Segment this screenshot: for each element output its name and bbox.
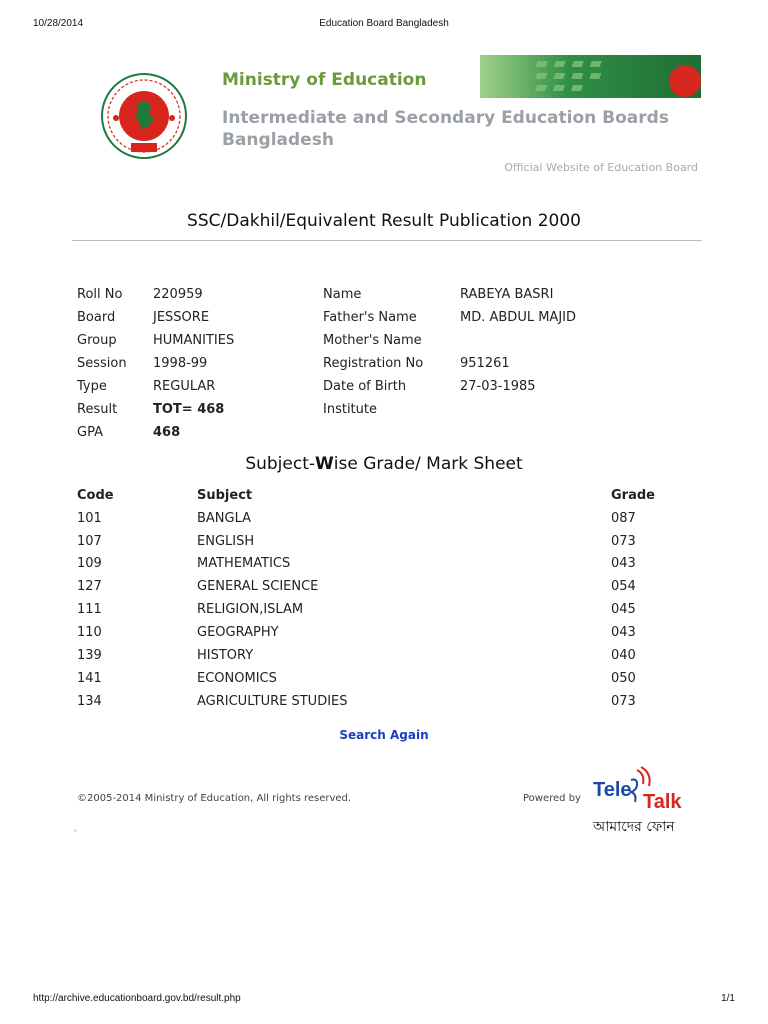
logo-tele-text: Tele [593,779,632,801]
type-value: REGULAR [153,379,216,394]
print-url: http://archive.educationboard.gov.bd/result.php [33,993,241,1004]
dob-label: Date of Birth [323,379,407,394]
session-value: 1998-99 [153,356,208,371]
mark-sheet-title [0,454,768,474]
table-row [0,694,768,714]
table-row [0,625,768,645]
info-row [0,379,768,399]
result-label: Result [77,402,118,417]
gpa-label: GPA [77,425,103,440]
subject-grade: 040 [611,648,636,663]
roll-value: 220959 [153,287,203,302]
column-header-code: Code [77,488,114,503]
copyright-text: ©2005-2014 Ministry of Education, All rights reserved. [77,793,352,804]
table-row [0,648,768,668]
institute-label: Institute [323,402,377,417]
print-title: Education Board Bangladesh [319,18,449,29]
mark-sheet-title-bold: W [315,454,334,474]
subject-code: 110 [77,625,102,640]
info-row [0,425,768,445]
subject-grade: 045 [611,602,636,617]
subject-grade: 043 [611,556,636,571]
gpa-value: 468 [153,425,181,440]
subject-name: AGRICULTURE STUDIES [197,694,348,709]
group-value: HUMANITIES [153,333,235,348]
mark-sheet-title-post: ise Grade/ Mark Sheet [333,454,523,474]
logo-talk-text: Talk [643,791,682,813]
page-title: SSC/Dakhil/Equivalent Result Publication 2000 [187,211,581,231]
table-row [0,556,768,576]
heading-divider [72,240,702,241]
table-row [0,602,768,622]
mother-name-label: Mother's Name [323,333,422,348]
print-footer [0,993,768,1007]
info-row [0,287,768,307]
powered-by-label: Powered by [523,793,581,804]
board-label: Board [77,310,116,325]
father-name-value: MD. ABDUL MAJID [460,310,576,325]
subject-code: 141 [77,671,102,686]
subject-code: 109 [77,556,102,571]
subject-code: 134 [77,694,102,709]
type-label: Type [77,379,107,394]
flag-banner-icon [480,55,701,98]
search-again-link[interactable]: Search Again [339,728,429,742]
session-label: Session [77,356,127,371]
info-row [0,356,768,376]
subject-code: 127 [77,579,102,594]
subject-grade: 050 [611,671,636,686]
info-row [0,310,768,330]
name-value: RABEYA BASRI [460,287,554,302]
subject-grade: 087 [611,511,636,526]
dob-value: 27-03-1985 [460,379,536,394]
subject-name: GEOGRAPHY [197,625,279,640]
subject-name: HISTORY [197,648,254,663]
column-header-subject: Subject [197,488,253,503]
father-name-label: Father's Name [323,310,417,325]
mark-sheet-title-pre: Subject- [245,454,316,474]
subject-name: GENERAL SCIENCE [197,579,319,594]
subject-code: 101 [77,511,102,526]
table-header [0,488,768,508]
table-row [0,534,768,554]
subject-name: MATHEMATICS [197,556,291,571]
print-page-number: 1/1 [721,993,735,1004]
table-row [0,671,768,691]
government-seal-icon [101,73,187,159]
subject-grade: 073 [611,534,636,549]
table-row [0,579,768,599]
site-tagline: Official Website of Education Board [504,161,698,174]
logo-bangla-text: আমাদের ফোন [593,819,675,835]
boards-title [222,107,692,151]
boards-title-line2: Bangladesh [222,130,334,150]
table-row [0,511,768,531]
subject-grade: 054 [611,579,636,594]
subject-name: RELIGION,ISLAM [197,602,304,617]
result-value: TOT= 468 [153,402,225,417]
roll-label: Roll No [77,287,123,302]
info-row [0,402,768,422]
decorative-dot [74,829,77,832]
info-row [0,333,768,353]
registration-label: Registration No [323,356,424,371]
registration-value: 951261 [460,356,510,371]
teletalk-logo-icon [591,766,699,836]
subject-code: 139 [77,648,102,663]
subject-name: ENGLISH [197,534,255,549]
subject-grade: 073 [611,694,636,709]
ministry-title: Ministry of Education [222,70,427,90]
column-header-grade: Grade [611,488,655,503]
subject-name: ECONOMICS [197,671,277,686]
subject-grade: 043 [611,625,636,640]
print-date: 10/28/2014 [33,18,84,29]
subject-name: BANGLA [197,511,252,526]
group-label: Group [77,333,117,348]
board-value: JESSORE [153,310,210,325]
print-header [0,18,768,32]
subject-code: 111 [77,602,102,617]
name-label: Name [323,287,362,302]
subject-code: 107 [77,534,102,549]
boards-title-line1: Intermediate and Secondary Education Boards [222,108,669,128]
